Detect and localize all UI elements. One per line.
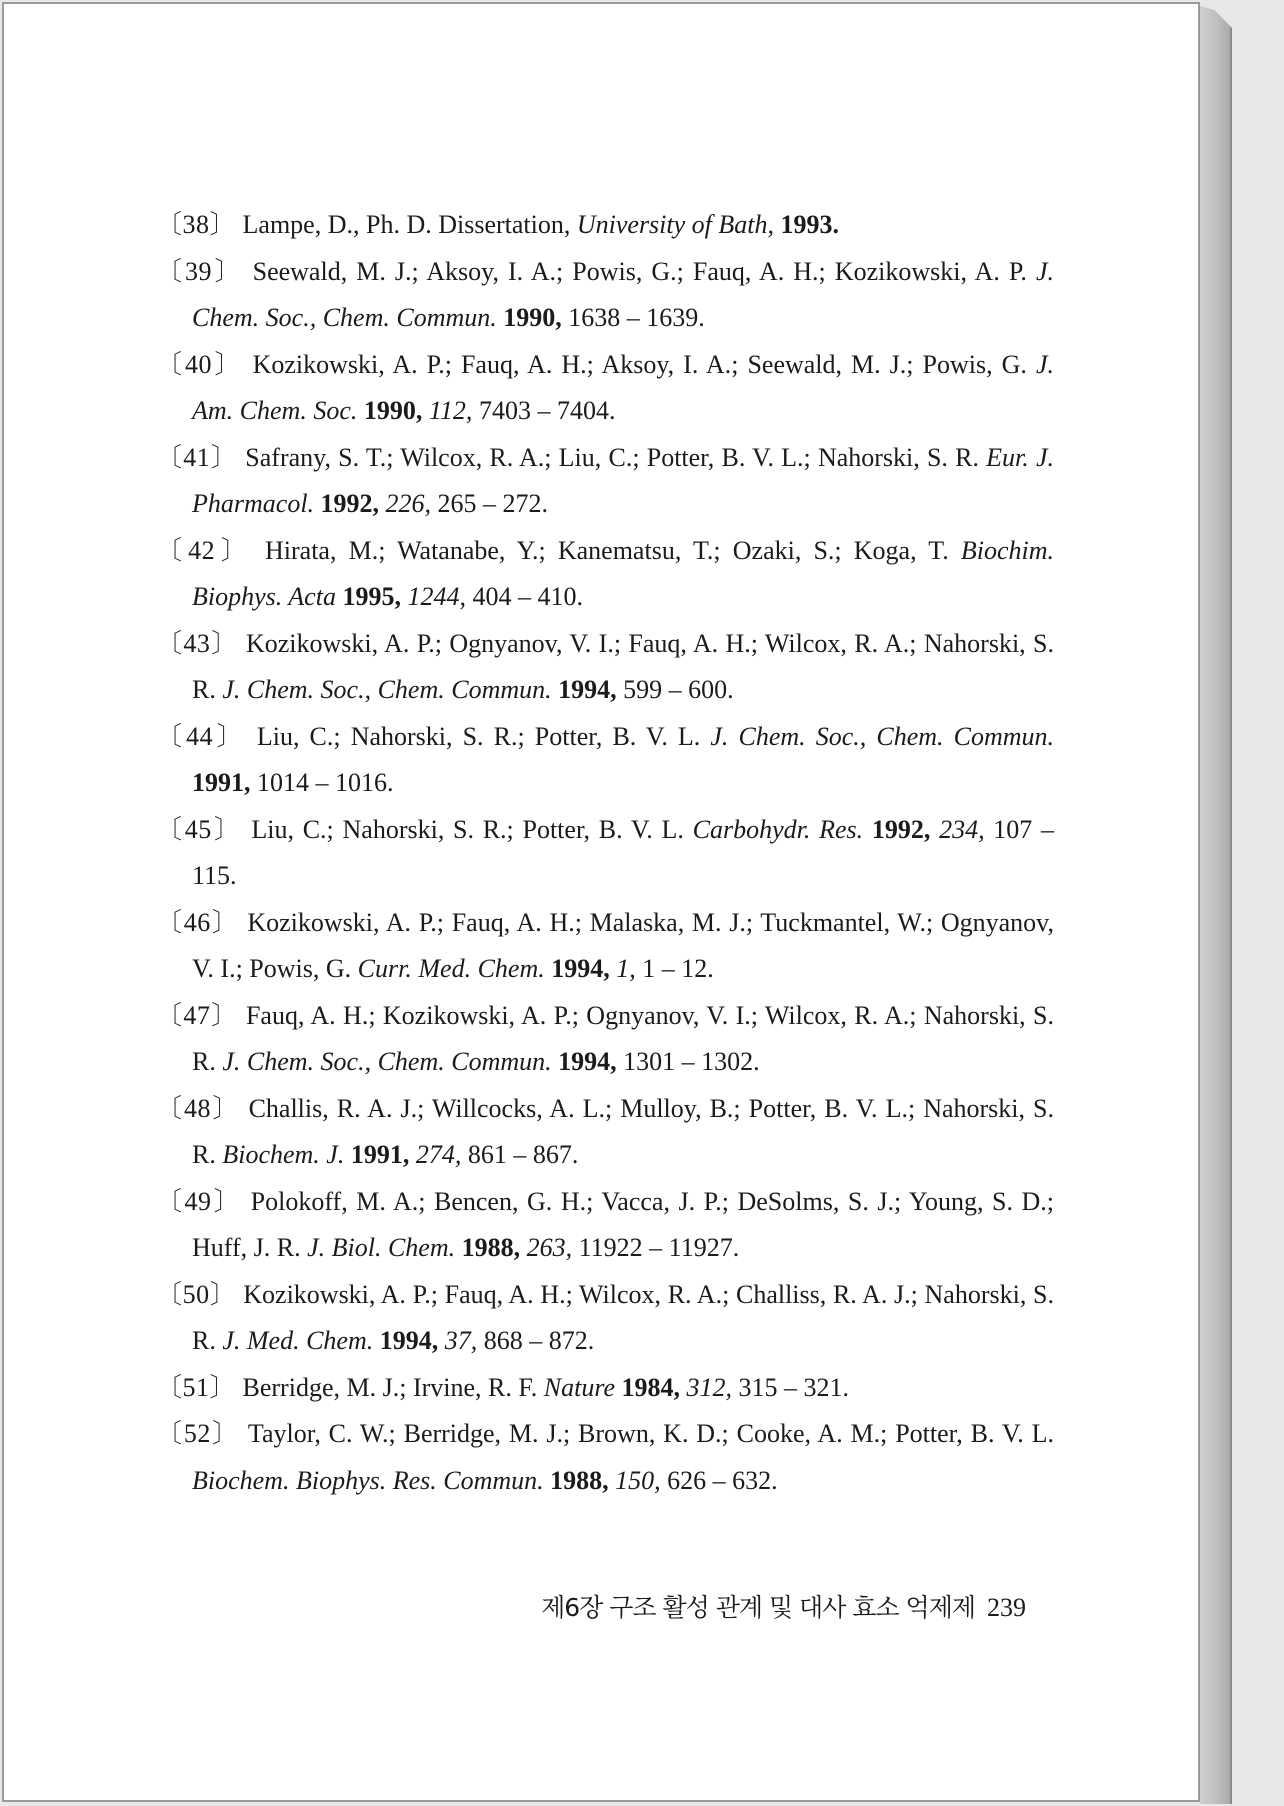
reference-authors: Kozikowski, A. P.; Ognyanov, V. I.; Fauq, A. H.; Wilcox, R. A.; Nahorski, S. R. <box>192 628 1054 704</box>
reference-authors: Berridge, M. J.; Irvine, R. F. <box>242 1372 538 1402</box>
reference-year: 1995, <box>342 582 401 611</box>
reference-year: 1988, <box>461 1233 521 1262</box>
reference-item <box>156 435 1054 528</box>
reference-authors: Liu, C.; Nahorski, S. R.; Potter, B. V. L. <box>256 721 701 751</box>
page-stack-edge <box>1200 6 1232 1804</box>
reference-authors: Lampe, D., Ph. D. Dissertation, <box>242 210 571 239</box>
reference-item <box>156 807 1054 900</box>
reference-year: 1984, <box>621 1372 681 1402</box>
reference-pages: 1301 – 1302. <box>623 1047 760 1076</box>
reference-journal: J. Am. Chem. Soc. <box>192 349 1055 425</box>
reference-authors: Polokoff, M. A.; Bencen, G. H.; Vacca, J. P.; DeSolms, S. J.; Young, S. D.; Huff, J. R. <box>192 1186 1054 1262</box>
reference-year: 1990, <box>363 396 423 425</box>
reference-number: 〔43〕 <box>156 628 239 658</box>
reference-year: 1991, <box>350 1140 410 1169</box>
reference-pages: 1 – 12. <box>642 954 714 983</box>
reference-pages: 861 – 867. <box>467 1140 579 1169</box>
reference-journal: Carbohydr. Res. <box>692 814 864 844</box>
reference-volume: 37, <box>444 1326 478 1355</box>
reference-item <box>156 714 1054 807</box>
reference-year: 1994, <box>551 954 610 983</box>
reference-number: 〔51〕 <box>156 1372 237 1402</box>
reference-authors: Taylor, C. W.; Berridge, M. J.; Brown, K. D.; Cooke, A. M.; Potter, B. V. L. <box>247 1419 1054 1448</box>
reference-item <box>156 1272 1054 1365</box>
reference-year: 1994, <box>558 675 617 704</box>
reference-number: 〔41〕 <box>156 442 239 472</box>
reference-number: 〔39〕 <box>156 256 244 286</box>
reference-volume: 234, <box>939 814 985 844</box>
reference-number: 〔47〕 <box>156 1000 239 1030</box>
reference-pages: 7403 – 7404. <box>478 396 616 425</box>
reference-volume: 226, <box>385 489 432 518</box>
reference-pages: 1638 – 1639. <box>568 303 705 332</box>
reference-number: 〔50〕 <box>156 1279 237 1309</box>
reference-year: 1992, <box>871 814 931 844</box>
reference-volume: 112, <box>428 396 473 425</box>
reference-journal: J. Chem. Soc., Chem. Commun. <box>222 1047 552 1076</box>
reference-pages: 404 – 410. <box>472 582 583 611</box>
running-footer <box>514 1588 1026 1624</box>
reference-journal: J. Biol. Chem. <box>307 1233 456 1262</box>
reference-authors: Safrany, S. T.; Wilcox, R. A.; Liu, C.; Potter, B. V. L.; Nahorski, S. R. <box>245 442 979 472</box>
reference-item <box>156 900 1054 993</box>
reference-authors: Hirata, M.; Watanabe, Y.; Kanematsu, T.; Ozaki, S.; Koga, T. <box>265 535 949 565</box>
reference-number: 〔45〕 <box>156 814 243 844</box>
reference-year: 1990, <box>503 303 562 332</box>
reference-item <box>156 621 1054 714</box>
reference-number: 〔48〕 <box>156 1093 241 1123</box>
reference-item <box>156 342 1054 435</box>
reference-journal: Nature <box>543 1372 616 1402</box>
reference-item <box>156 202 1054 249</box>
reference-volume: 1244, <box>407 582 466 611</box>
document-page <box>2 2 1200 1802</box>
reference-year: 1994, <box>379 1326 439 1355</box>
reference-volume: 150, <box>615 1465 661 1495</box>
reference-volume: 312, <box>686 1372 733 1402</box>
reference-journal: Curr. Med. Chem. <box>357 954 545 983</box>
reference-authors: Seewald, M. J.; Aksoy, I. A.; Powis, G.; Fauq, A. H.; Kozikowski, A. P. <box>252 256 1027 286</box>
reference-pages: 868 – 872. <box>483 1326 595 1355</box>
reference-journal: J. Chem. Soc., Chem. Commun. <box>192 256 1055 332</box>
reference-authors: Fauq, A. H.; Kozikowski, A. P.; Ognyanov, V. I.; Wilcox, R. A.; Nahorski, S. R. <box>192 1000 1054 1076</box>
reference-year: 1993. <box>780 210 839 239</box>
reference-journal: J. Med. Chem. <box>222 1326 374 1355</box>
reference-year: 1994, <box>558 1047 617 1076</box>
reference-authors: Kozikowski, A. P.; Fauq, A. H.; Wilcox, R. A.; Challiss, R. A. J.; Nahorski, S. R. <box>192 1279 1054 1355</box>
reference-list <box>156 202 1054 1504</box>
reference-item <box>156 1411 1054 1504</box>
reference-journal: Biochem. Biophys. Res. Commun. <box>192 1465 544 1495</box>
reference-pages: 11922 – 11927. <box>578 1233 740 1262</box>
page-number: 239 <box>987 1593 1026 1622</box>
reference-pages: 1014 – 1016. <box>257 768 394 797</box>
reference-item <box>156 249 1054 342</box>
reference-authors: Liu, C.; Nahorski, S. R.; Potter, B. V. L. <box>251 814 684 844</box>
reference-year: 1991, <box>192 768 251 797</box>
reference-number: 〔52〕 <box>156 1419 241 1448</box>
reference-authors: Kozikowski, A. P.; Fauq, A. H.; Aksoy, I. A.; Seewald, M. J.; Powis, G. <box>252 349 1027 379</box>
reference-year: 1992, <box>320 489 380 518</box>
reference-year: 1988, <box>550 1465 609 1495</box>
reference-journal: J. Chem. Soc., Chem. Commun. <box>710 721 1055 751</box>
reference-number: 〔44〕 <box>156 721 247 751</box>
reference-volume: 1, <box>616 954 636 983</box>
reference-authors: Kozikowski, A. P.; Fauq, A. H.; Malaska, M. J.; Tuckmantel, W.; Ognyanov, V. I.; Powis, G. <box>192 907 1054 983</box>
reference-pages: 107 – 115. <box>192 814 1054 890</box>
reference-number: 〔46〕 <box>156 907 240 937</box>
reference-journal: Biochim. Biophys. Acta <box>192 535 1054 611</box>
reference-number: 〔40〕 <box>156 349 244 379</box>
reference-pages: 315 – 321. <box>738 1372 850 1402</box>
reference-journal: Biochem. J. <box>222 1140 345 1169</box>
reference-authors: Challis, R. A. J.; Willcocks, A. L.; Mulloy, B.; Potter, B. V. L.; Nahorski, S. R. <box>192 1093 1054 1169</box>
reference-journal: University of Bath, <box>576 210 774 239</box>
reference-volume: 274, <box>415 1140 462 1169</box>
reference-number: 〔42〕 <box>156 535 253 565</box>
reference-item <box>156 1365 1054 1412</box>
reference-item <box>156 1179 1054 1272</box>
reference-number: 〔49〕 <box>156 1186 243 1216</box>
reference-journal: Eur. J. Pharmacol. <box>192 442 1055 518</box>
reference-pages: 599 – 600. <box>623 675 734 704</box>
chapter-title: 제6장 구조 활성 관계 및 대사 효소 억제제 <box>541 1593 975 1622</box>
reference-item <box>156 528 1054 621</box>
reference-pages: 626 – 632. <box>667 1465 778 1495</box>
reference-pages: 265 – 272. <box>437 489 549 518</box>
reference-journal: J. Chem. Soc., Chem. Commun. <box>222 675 552 704</box>
reference-number: 〔38〕 <box>156 210 237 239</box>
reference-item <box>156 1086 1054 1179</box>
reference-volume: 263, <box>526 1233 573 1262</box>
reference-item <box>156 993 1054 1086</box>
